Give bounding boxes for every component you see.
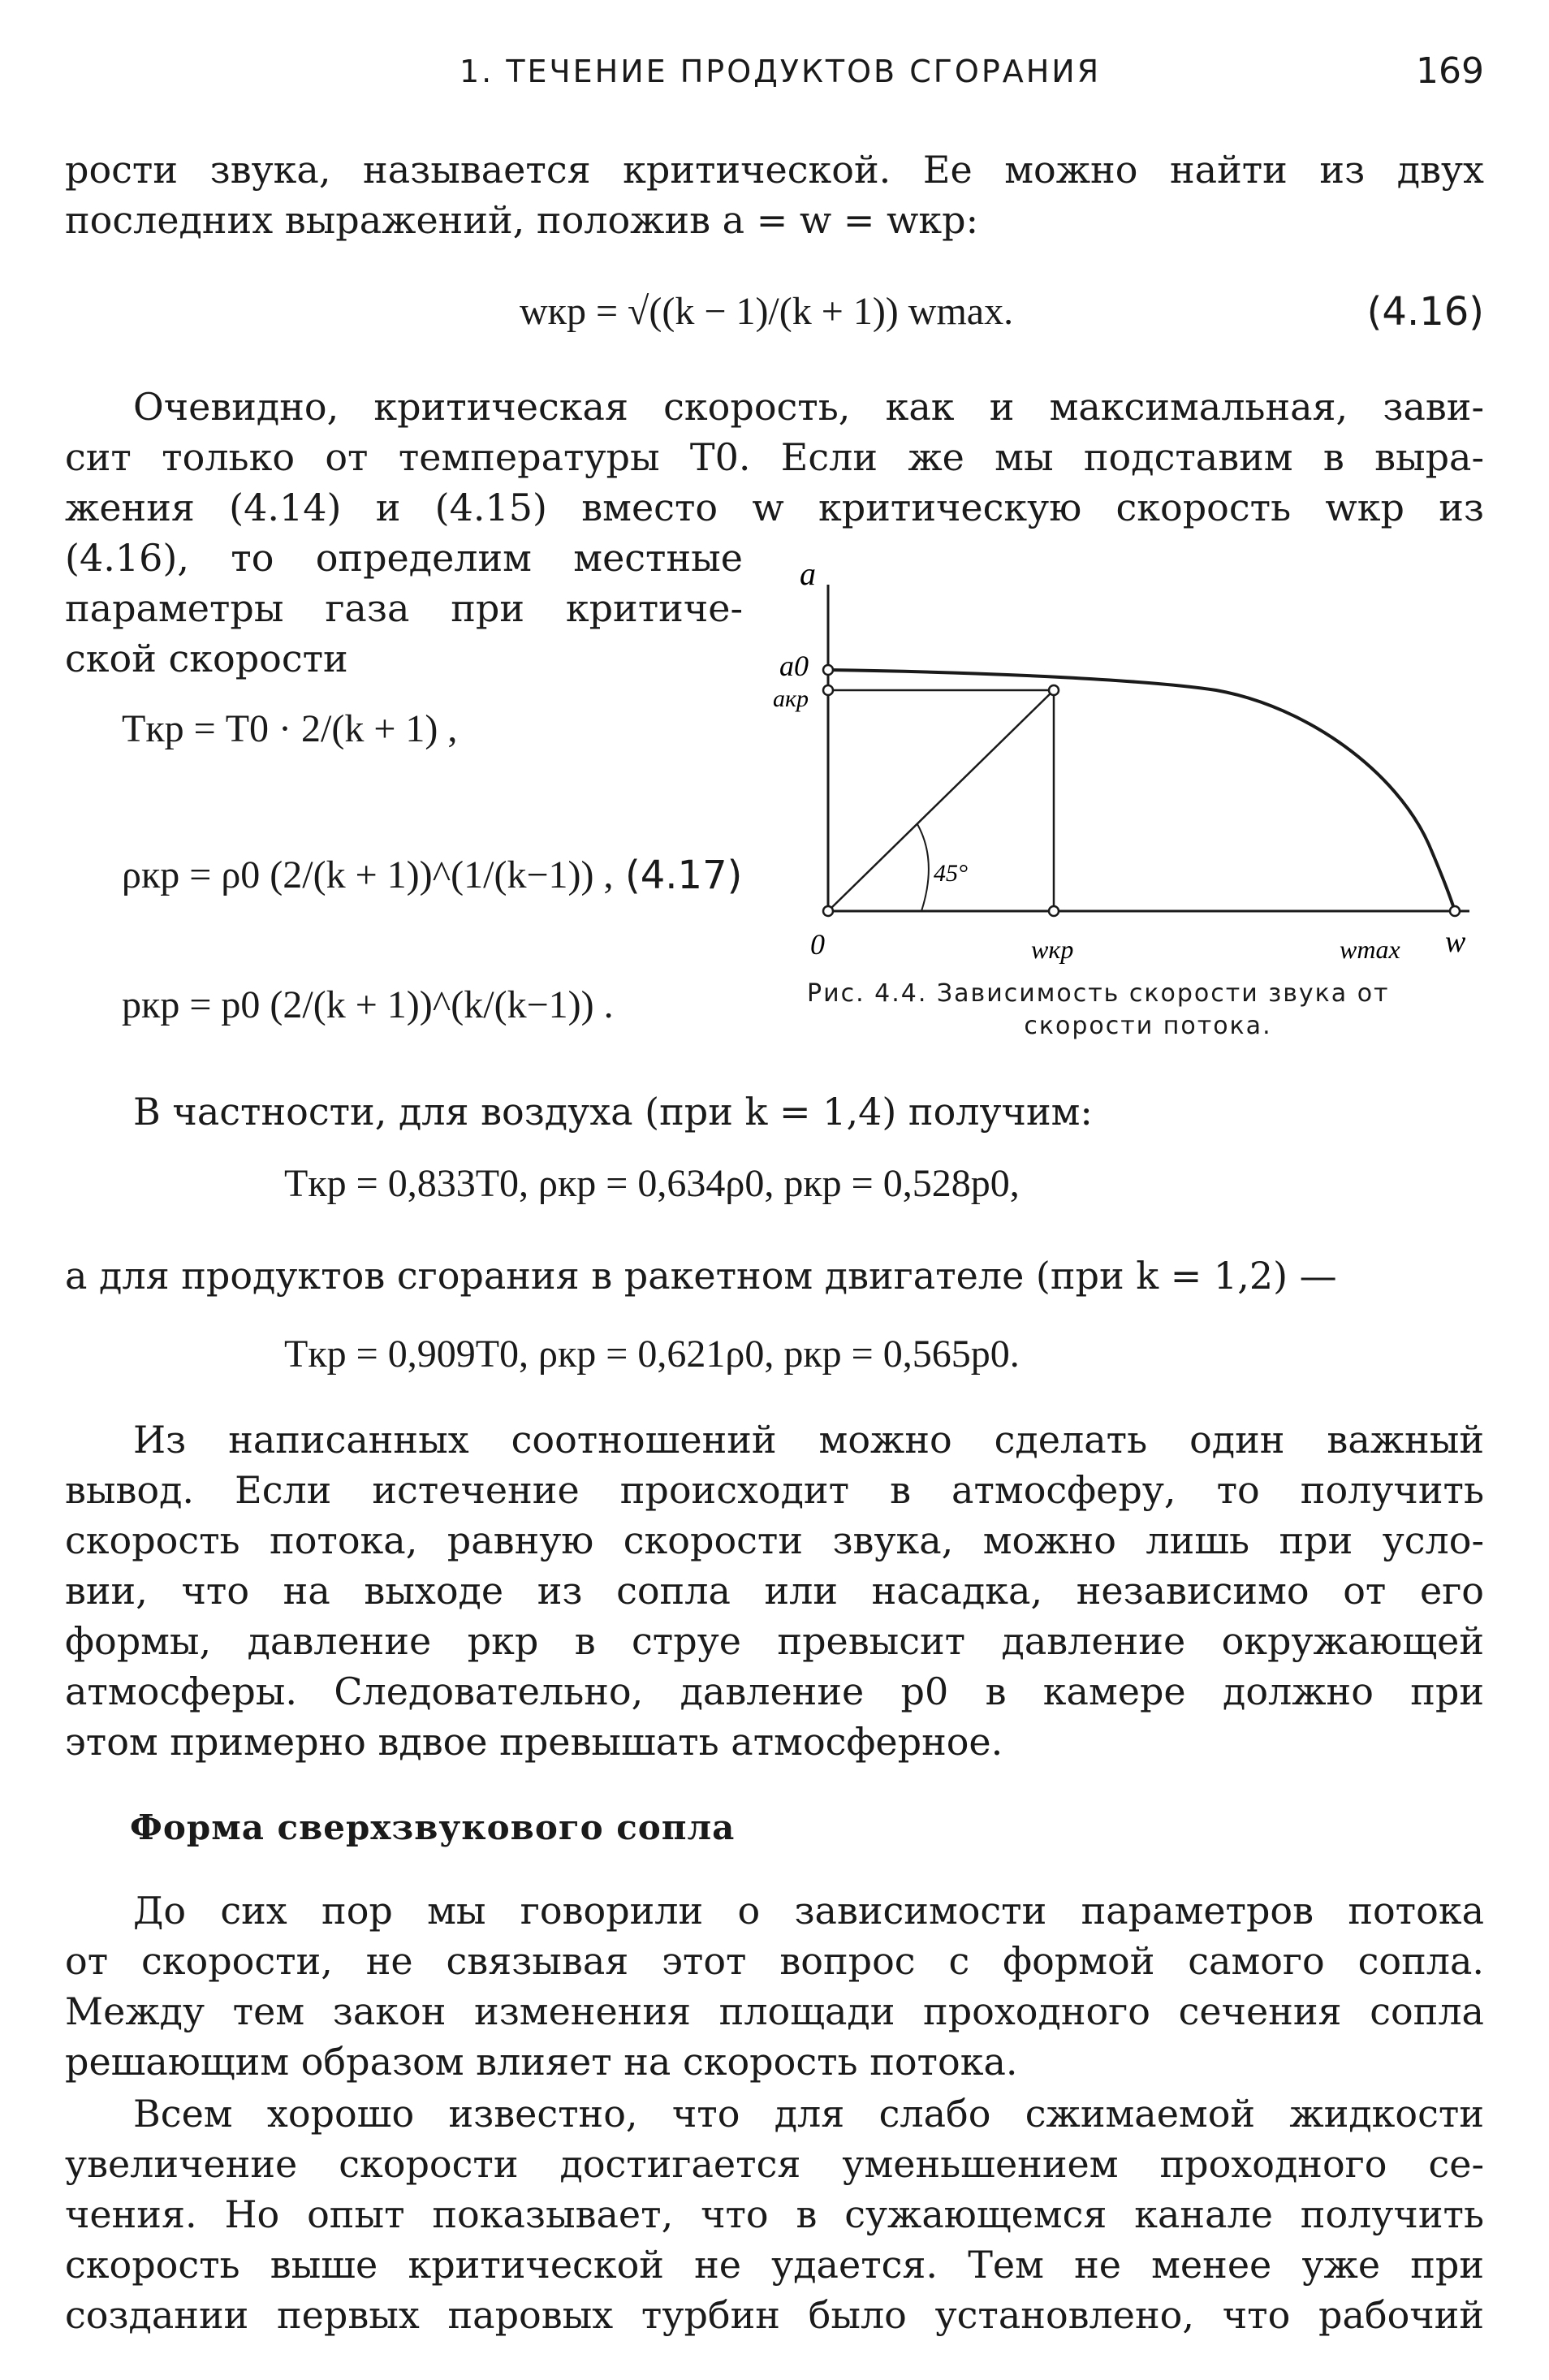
rocket-values-equation: Tкр = 0,909T0, ρкр = 0,621ρ0, pкр = 0,565p0.: [284, 1333, 1020, 1376]
text-line: решающим образом влияет на скорость потока.: [65, 2040, 1018, 2084]
text-line: Из написанных соотношений можно сделать один важный: [133, 1418, 1484, 1462]
label-wkp: wкр: [1031, 935, 1074, 964]
text-line: До сих пор мы говорили о зависимости параметров потока: [133, 1889, 1484, 1933]
label-x-axis: w: [1445, 925, 1466, 959]
figure-sound-speed-vs-flow-speed: [755, 536, 1502, 991]
text-line: атмосферы. Следовательно, давление p0 в камере должно при: [65, 1669, 1484, 1713]
text-line: формы, давление pкр в струе превысит давление окружающей: [65, 1619, 1484, 1663]
text-line: жения (4.14) и (4.15) вместо w критическую скорость wкр из: [65, 486, 1484, 529]
text-line: сит только от температуры T0. Если же мы подставим в выра-: [65, 435, 1484, 479]
figure-caption: [807, 978, 1489, 1043]
text-line: Очевидно, критическая скорость, как и максимальная, зави-: [133, 385, 1484, 429]
paragraph-nozzle-shape: [65, 1885, 1484, 2087]
label-akp: aкр: [773, 685, 809, 712]
label-angle: 45°: [934, 860, 968, 887]
point-origin: [823, 906, 833, 916]
section-heading: Форма сверхзвукового сопла: [130, 1808, 736, 1847]
air-values-equation: Tкр = 0,833T0, ρкр = 0,634ρ0, pкр = 0,528p0,: [284, 1162, 1020, 1205]
point-wkp: [1049, 906, 1059, 916]
text-line: увеличение скорости достигается уменьшением проходного се-: [65, 2142, 1484, 2186]
equation-rho-critical: ρкр = ρ0 (2/(k + 1))^(1/(k−1)) ,: [122, 853, 614, 896]
page-number: 169: [1416, 50, 1484, 92]
text-line: чения. Но опыт показывает, что в сужающемся канале получить: [65, 2192, 1484, 2236]
text-line: ской скорости: [65, 637, 348, 680]
text-line: создании первых паровых турбин было установлено, что рабочий: [65, 2293, 1484, 2337]
text-line: от скорости, не связывая этот вопрос с формой самого сопла.: [65, 1939, 1484, 1983]
sound-speed-curve: [828, 670, 1455, 911]
caption-line: Рис. 4.4. Зависимость скорости звука от: [807, 979, 1390, 1008]
point-a0: [823, 665, 833, 675]
rocket-intro-line: а для продуктов сгорания в ракетном двигателе (при k = 1,2) —: [65, 1254, 1337, 1298]
text-line: вии, что на выходе из сопла или насадка, независимо от его: [65, 1569, 1484, 1613]
point-critical: [1049, 685, 1059, 695]
text-line: последних выражений, положив a = w = wкр:: [65, 198, 979, 242]
text-line: параметры газа при критиче-: [65, 586, 743, 630]
text-line: рости звука, называется критической. Ее можно найти из двух: [65, 148, 1484, 192]
equation-p-critical: pкр = p0 (2/(k + 1))^(k/(k−1)) .: [122, 983, 614, 1026]
text-line: (4.16), то определим местные: [65, 536, 743, 580]
intro-paragraph: [65, 145, 1484, 245]
text-line: Между тем закон изменения площади проходного сечения сопла: [65, 1989, 1484, 2033]
equation-number-4-17: (4.17): [625, 853, 743, 898]
paragraph-conclusion: [65, 1415, 1484, 1767]
equation-t-critical: Tкр = T0 · 2/(k + 1) ,: [122, 707, 458, 750]
point-akp: [823, 685, 833, 695]
text-line: скорость выше критической не удается. Тем не менее уже при: [65, 2243, 1484, 2287]
running-title: 1. ТЕЧЕНИЕ ПРОДУКТОВ СГОРАНИЯ: [460, 54, 1102, 89]
point-wmax: [1450, 906, 1460, 916]
label-wmax: wmax: [1340, 935, 1400, 964]
paragraph-critical-speed-narrow: [65, 533, 743, 684]
label-origin: 0: [810, 928, 825, 961]
caption-line: скорости потока.: [1024, 1012, 1272, 1040]
text-line: вывод. Если истечение происходит в атмосферу, то получить: [65, 1468, 1484, 1512]
text-line: скорость потока, равную скорости звука, можно лишь при усло-: [65, 1518, 1484, 1562]
angle-arc: [917, 824, 929, 911]
air-intro-line: В частности, для воздуха (при k = 1,4) получим:: [133, 1090, 1093, 1134]
equation-number-4-16: (4.16): [1366, 289, 1484, 335]
text-line: Всем хорошо известно, что для слабо сжимаемой жидкости: [133, 2092, 1484, 2136]
label-a0: a0: [779, 650, 809, 682]
equation-4-16: wкр = √((k − 1)/(k + 1)) wmax.: [520, 290, 1014, 333]
page-header: [0, 50, 1549, 102]
paragraph-incompressible-fluid: [65, 2088, 1484, 2340]
paragraph-critical-speed: [65, 382, 1484, 533]
text-line: этом примерно вдвое превышать атмосферное.: [65, 1720, 1003, 1764]
label-y-axis: a: [800, 555, 816, 592]
